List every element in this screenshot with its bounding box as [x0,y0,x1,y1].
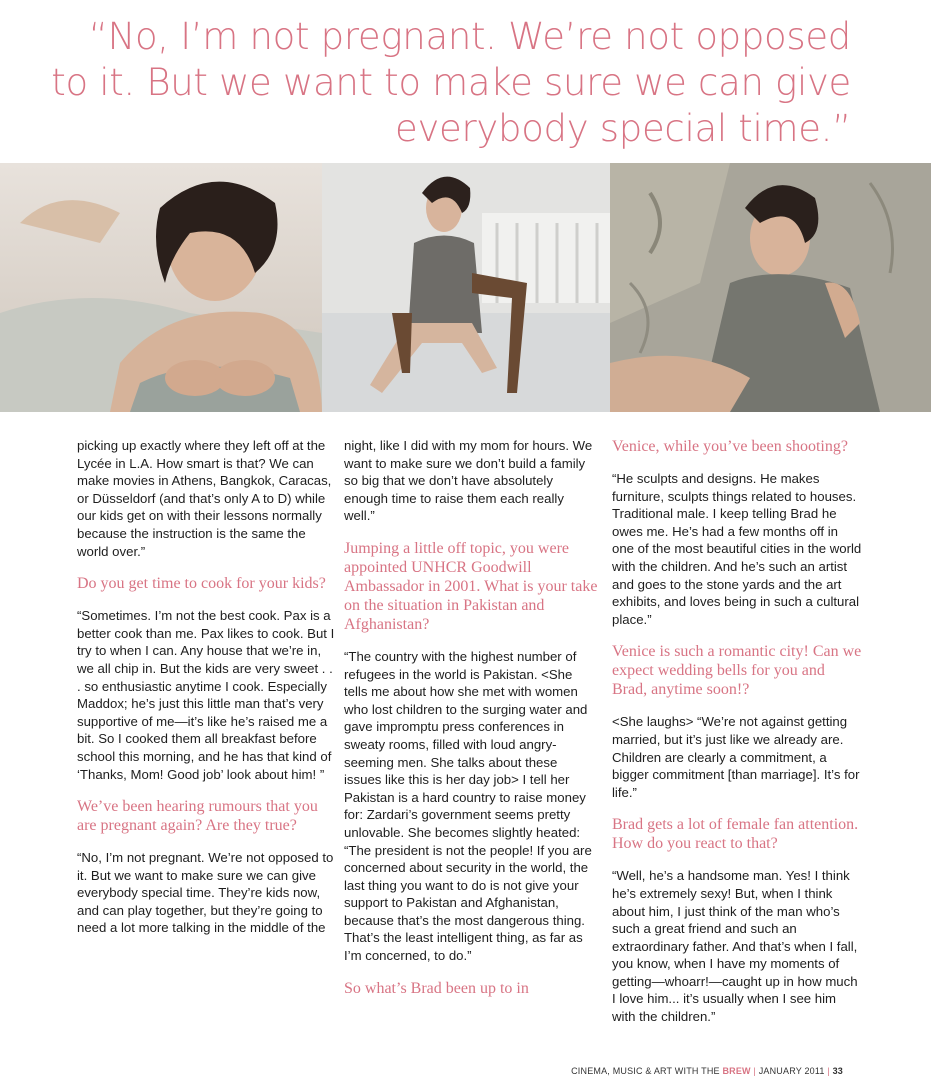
article-column-2 [344,437,598,1012]
footer-separator: | [750,1066,759,1076]
body-paragraph: picking up exactly where they left off at the Lycée in L.A. How smart is that? We can make movies in Athens, Bangkok, Caracas, or Düsseldorf (and that’s only A to D) while our kids get on with their lessons normally because the instruction is the same the world over.” [77,438,332,559]
footer-separator: | [824,1066,833,1076]
pull-quote [31,14,851,152]
pull-quote-line-2: to it. But we want to make sure we can give [51,61,851,104]
interview-question: Do you get time to cook for your kids? [77,575,326,593]
page-number: 33 [832,1066,843,1076]
photo-woman-against-stone-wall [610,163,931,412]
page-footer [571,1066,843,1076]
body-paragraph: “Well, he’s a handsome man. Yes! I think he’s extremely sexy! But, when I think about him, I just think of the man who’s such a great friend and such an extraordinary father. And that’s when I fall, you know, when I have my moments of getting—whoarr!—caught up in how much I love him... it’s usually when I see him with the children.” [612,868,858,1025]
body-paragraph: <She laughs> “We’re not against getting married, but it’s just like we already are. Children are clearly a commitment, a bigger commitment [than marriage]. It’s for life.” [612,714,860,800]
footer-brand: BREW [722,1066,751,1076]
interview-question: So what’s Brad been up to in [344,979,529,997]
footer-date: JANUARY 2011 [758,1066,825,1076]
photo-woman-lying-on-sofa [0,163,322,412]
pull-quote-line-1: “No, I’m not pregnant. We’re not opposed [88,15,851,58]
interview-question: Venice is such a romantic city! Can we expect wedding bells for you and Brad, anytime soon!? [612,643,862,699]
body-paragraph: night, like I did with my mom for hours. We want to make sure we don’t build a family so big that we don’t have absolutely enough time to raise them each really well.” [344,438,593,524]
photo-strip [0,163,931,412]
interview-question: Venice, while you’ve been shooting? [612,438,848,455]
photo-woman-sitting-on-chair [322,163,610,412]
body-paragraph: “Sometimes. I’m not the best cook. Pax is a better cook than me. Pax likes to cook. But I try to when I can. Any house that we’re in, we all chip in. But the kids are very sweet . . . so enthusiastic anytime I cook. Especially Maddox; he’s just this little man that’s very supportive of me—it’s like he’s raised me a bit. So I cooked them all breakfast before school this morning, and he has that kind of ‘Thanks, Mom! Good job’ look about him! ” [77,608,335,782]
body-paragraph: “The country with the highest number of refugees in the world is Pakistan. <She tells me about how she met with women who lost children to the surging water and gave impromptu press conferences in sweaty rooms, filled with loud angry-seeming men. She talks about these issues like this is her day job> I tell her Pakistan is a hard country to raise money for: Zardari’s government seems pretty unlovable. She becomes slightly heated: “The president is not the people! If you are concerned about security in the world, the last thing you want to do is not give your support to Pakistan and Afghanistan, because that’s the most dangerous thing. That’s the least intelligent thing, as far as I’m concerned, to do.” [344,648,592,964]
interview-question: Jumping a little off topic, you were appointed UNHCR Goodwill Ambassador in 2001. What is your take on the situation in Pakistan and Afghanistan? [344,539,598,633]
article-column-1 [77,437,339,951]
interview-question: We’ve been hearing rumours that you are pregnant again? Are they true? [77,798,318,835]
body-paragraph: “No, I’m not pregnant. We’re not opposed to it. But we want to make sure we can give everybody special time. They’re kids now, and can play together, but they’re going to need a lot more talking in the middle of the [77,850,334,936]
footer-publication: CINEMA, MUSIC & ART WITH THE [571,1066,723,1076]
pull-quote-line-3: everybody special time.” [395,107,851,150]
article-column-3 [612,437,862,1040]
interview-question: Brad gets a lot of female fan attention. How do you react to that? [612,816,859,853]
body-paragraph: “He sculpts and designs. He makes furniture, sculpts things related to houses. Traditional male. I keep telling Brad he owes me. He’s had a few months off in one of the most beautiful cities in the world with the children. And he’s such an artist and goes to the stone yards and the art exhibits, and loves being in such a cultural place.” [612,471,862,627]
